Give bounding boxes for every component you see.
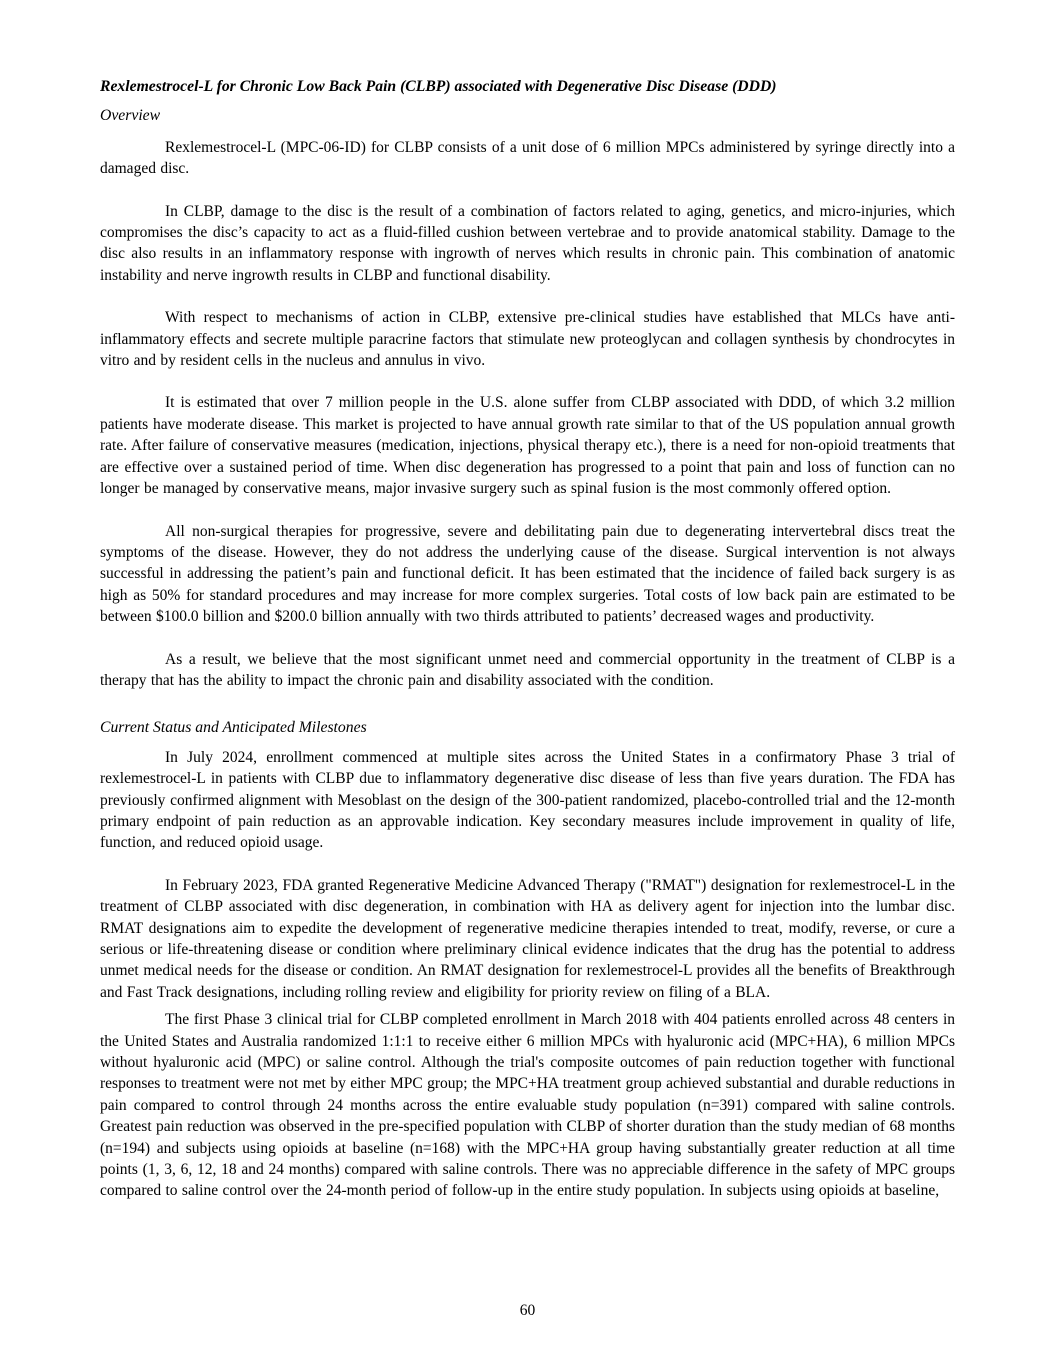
paragraph-status-2: In February 2023, FDA granted Regenerative Medicine Advanced Therapy ("RMAT") designation for rexlemestrocel-L in the treatment of CLBP associated with disc degeneration, in combination with HA as delivery agent for injection into the lumbar disc. RMAT designations aim to expedite the development of regenerative medicine therapies intended to treat, modify, reverse, or cure a serious or life-threatening disease or condition where preliminary clinical evidence indicates that the drug has the potential to address unmet medical needs for the disease or condition. An RMAT designation for rexlemestrocel-L provides all the benefits of Breakthrough and Fast Track designations, including rolling review and eligibility for priority review on filing of a BLA.: [100, 876, 955, 1001]
paragraph-status-1: In July 2024, enrollment commenced at multiple sites across the United States in a confirmatory Phase 3 trial of rexlemestrocel-L in patients with CLBP due to inflammatory degenerative disc disease of less than five years duration. The FDA has previously confirmed alignment with Mesoblast on the design of the 300-patient randomized, placebo-controlled trial and the 12-month primary endpoint of pain reduction as an approvable indication. Key secondary measures include improvement in quality of life, function, and reduced opioid usage.: [100, 748, 955, 852]
paragraph-status-3: The first Phase 3 clinical trial for CLBP completed enrollment in March 2018 with 404 patients enrolled across 48 centers in the United States and Australia randomized 1:1:1 to receive either 6 million MPCs with hyaluronic acid (MPC+HA), 6 million MPCs without hyaluronic acid (MPC) or saline control. Although the trial's composite outcomes of pain reduction together with functional responses to treatment were not met by either MPC group; the MPC+HA treatment group achieved substantial and durable reductions in pain compared to control through 24 months across the entire evaluable study population (n=391) compared with saline controls. Greatest pain reduction was observed in the pre-specified population with CLBP of shorter duration than the study median of 68 months (n=194) and subjects using opioids at baseline (n=168) with the MPC+HA group having substantially greater reduction at all time points (1, 3, 6, 12, 18 and 24 months) compared with saline controls. There was no appreciable difference in the safety of MPC groups compared to saline control over the 24-month period of follow-up in the entire study population. In subjects using opioids at baseline,: [100, 1011, 955, 1200]
page-content: [100, 76, 955, 1223]
section-heading-overview: Overview: [100, 107, 161, 125]
paragraph-overview-1: Rexlemestrocel-L (MPC-06-ID) for CLBP consists of a unit dose of 6 million MPCs administered by syringe directly into a damaged disc.: [100, 138, 955, 178]
paragraph-overview-2: In CLBP, damage to the disc is the result of a combination of factors related to aging, genetics, and micro-injuries, which compromises the disc’s capacity to act as a fluid-filled cushion between vertebrae and to provide anatomical stability. Damage to the disc also results in an inflammatory response with ingrowth of nerves which results in chronic pain. This combination of anatomic instability and nerve ingrowth results in CLBP and functional disability.: [100, 202, 955, 284]
paragraph-overview-4: It is estimated that over 7 million people in the U.S. alone suffer from CLBP associated with DDD, of which 3.2 million patients have moderate disease. This market is projected to have annual growth rate similar to that of the US population annual growth rate. After failure of conservative measures (medication, injections, physical therapy etc.), there is a need for non-opioid treatments that are effective over a sustained period of time. When disc degeneration has progressed to a point that pain and loss of function can no longer be managed by conservative means, major invasive surgery such as spinal fusion is the most commonly offered option.: [100, 394, 955, 498]
section-heading-current-status: Current Status and Anticipated Milestones: [100, 719, 367, 737]
paragraph-overview-6: As a result, we believe that the most significant unmet need and commercial opportunity in the treatment of CLBP is a therapy that has the ability to impact the chronic pain and disability associated with the condition.: [100, 650, 955, 689]
paragraph-overview-5: All non-surgical therapies for progressive, severe and debilitating pain due to degenerating intervertebral discs treat the symptoms of the disease. However, they do not address the underlying cause of the disease. Surgical intervention is not always successful in addressing the patient’s pain and functional deficit. It has been estimated that the incidence of failed back surgery is as high as 50% for standard procedures and may increase for more complex surgeries. Total costs of low back pain are estimated to be between $100.0 billion and $200.0 billion annually with two thirds attributed to patients’ decreased wages and productivity.: [100, 522, 955, 626]
paragraph-overview-3: With respect to mechanisms of action in CLBP, extensive pre-clinical studies have established that MLCs have anti-inflammatory effects and secrete multiple paracrine factors that stimulate new proteoglycan and collagen synthesis by chondrocytes in vitro and by resident cells in the nucleus and annulus in vivo.: [100, 309, 955, 370]
document-title: Rexlemestrocel-L for Chronic Low Back Pain (CLBP) associated with Degenerative Disc Disease (DDD): [100, 78, 777, 95]
page-number: 60: [519, 1302, 536, 1319]
